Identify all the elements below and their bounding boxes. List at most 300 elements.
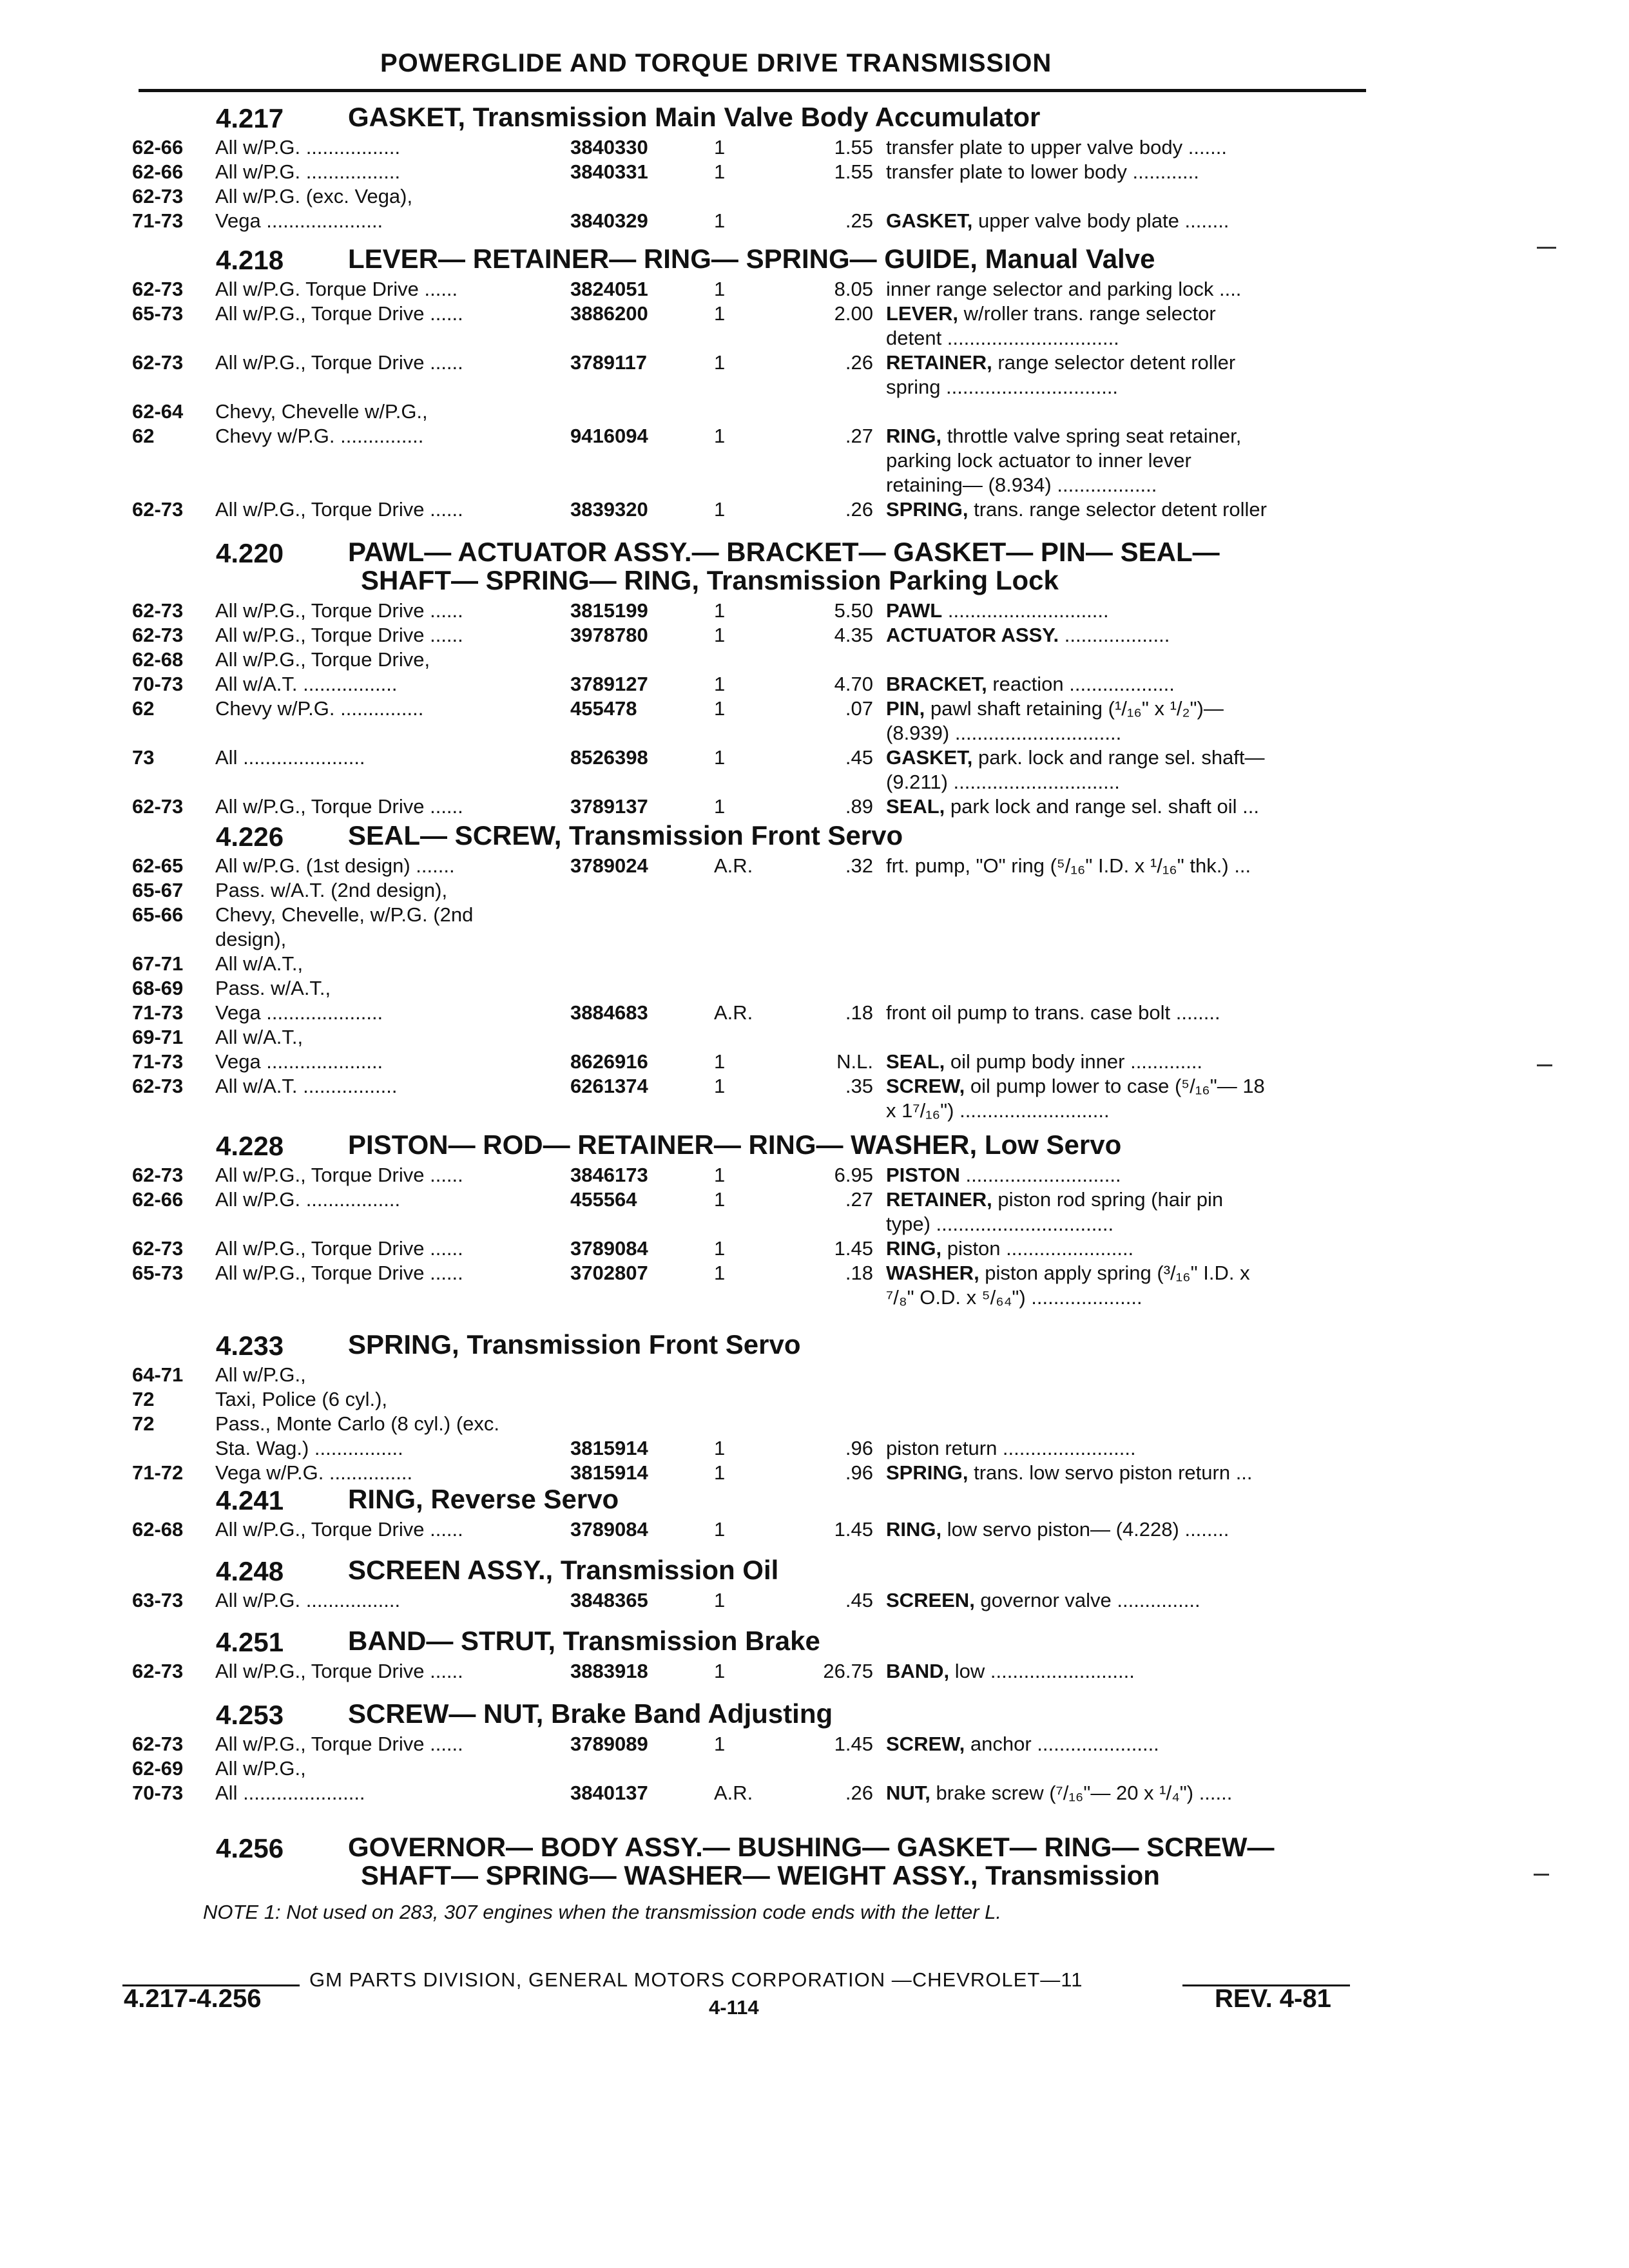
description-text: piston rod spring (hair pin — [992, 1188, 1224, 1211]
application: All w/P.G. ................. — [215, 136, 401, 159]
price: .32 — [845, 854, 873, 877]
section-title: SEAL— SCREW, Transmission Front Servo — [348, 820, 903, 850]
description-text: (9.211) .............................. — [886, 771, 1120, 793]
application: All w/A.T. ................. — [215, 673, 398, 695]
description-text: ............................ — [959, 1164, 1121, 1186]
model-years: 62-73 — [132, 498, 184, 521]
description-text: range selector detent roller — [992, 351, 1236, 374]
description — [886, 794, 1363, 819]
application: All w/P.G., Torque Drive ...... — [215, 1164, 463, 1186]
model-years: 62-73 — [132, 1660, 184, 1682]
table-row — [0, 721, 1629, 745]
model-years: 62-65 — [132, 854, 184, 877]
parts-table — [0, 277, 1629, 522]
quantity: 1 — [714, 302, 726, 325]
description-keyword: SCREW, — [886, 1075, 965, 1097]
description — [886, 1781, 1363, 1805]
model-years: 71-73 — [132, 1001, 184, 1024]
description — [886, 1659, 1363, 1684]
description — [886, 1261, 1363, 1285]
description — [886, 1236, 1363, 1261]
description-text: transfer plate to lower body ............ — [886, 160, 1199, 183]
price: 1.45 — [834, 1733, 873, 1755]
table-row — [0, 1436, 1629, 1461]
part-number: 455564 — [570, 1188, 637, 1211]
quantity: 1 — [714, 1437, 726, 1459]
table-row — [0, 1756, 1629, 1781]
part-number: 3840330 — [570, 136, 648, 159]
description — [886, 277, 1363, 302]
header-rule — [139, 89, 1366, 92]
price: .26 — [845, 498, 873, 521]
table-row — [0, 375, 1629, 399]
application: design), — [215, 928, 287, 950]
part-number: 3815199 — [570, 599, 648, 622]
description-text: front oil pump to trans. case bolt ........ — [886, 1001, 1220, 1024]
parts-table — [0, 1163, 1629, 1310]
description-keyword: SEAL, — [886, 1050, 945, 1073]
part-number: 3840137 — [570, 1782, 648, 1804]
section-title: SHAFT— SPRING— WASHER— WEIGHT ASSY., Transmission — [361, 1860, 1160, 1890]
description-text: type) ................................ — [886, 1213, 1114, 1235]
section-number: 4.228 — [216, 1131, 284, 1161]
price: 1.55 — [834, 136, 873, 159]
part-number: 3846173 — [570, 1164, 648, 1186]
description-keyword: PISTON — [886, 1164, 960, 1186]
section-number: 4.251 — [216, 1627, 284, 1657]
table-row — [0, 1387, 1629, 1412]
description-keyword: PAWL — [886, 599, 943, 622]
section-number: 4.218 — [216, 245, 284, 275]
price: 5.50 — [834, 599, 873, 622]
description — [886, 770, 1363, 794]
quantity: 1 — [714, 1733, 726, 1755]
description — [886, 623, 1363, 648]
quantity: 1 — [714, 673, 726, 695]
description — [886, 1074, 1363, 1099]
table-row — [0, 424, 1629, 448]
description — [886, 1436, 1363, 1461]
model-years: 63-73 — [132, 1589, 184, 1611]
quantity: 1 — [714, 209, 726, 232]
parts-table — [0, 854, 1629, 1123]
part-number: 3789117 — [570, 351, 647, 374]
price: 2.00 — [834, 302, 873, 325]
quantity: 1 — [714, 697, 726, 720]
page-title: POWERGLIDE AND TORQUE DRIVE TRANSMISSION — [380, 49, 1052, 77]
table-row — [0, 1212, 1629, 1236]
description — [886, 1050, 1363, 1074]
model-years: 71-72 — [132, 1461, 184, 1484]
description-text: governor valve ............... — [974, 1589, 1200, 1611]
price: 4.35 — [834, 624, 873, 646]
model-years: 62 — [132, 697, 155, 720]
part-number: 9416094 — [570, 425, 648, 447]
model-years: 62-73 — [132, 599, 184, 622]
description-text: (8.939) .............................. — [886, 722, 1122, 744]
price: 1.45 — [834, 1237, 873, 1260]
description — [886, 1461, 1363, 1485]
price: .27 — [845, 1188, 873, 1211]
description — [886, 1163, 1363, 1187]
description-text: ............................. — [942, 599, 1109, 622]
description — [886, 326, 1363, 351]
description-text: park lock and range sel. shaft oil ... — [945, 795, 1259, 818]
application: All w/P.G., Torque Drive ...... — [215, 498, 463, 521]
quantity: 1 — [714, 278, 726, 300]
application: All w/P.G., Torque Drive ...... — [215, 599, 463, 622]
section-number: 4.220 — [216, 538, 284, 568]
description-keyword: WASHER, — [886, 1262, 979, 1284]
margin-mark — [1537, 1064, 1552, 1066]
application: All w/P.G. (1st design) ....... — [215, 854, 455, 877]
section-number: 4.241 — [216, 1485, 284, 1515]
part-number: 3789084 — [570, 1237, 648, 1260]
description-text: inner range selector and parking lock .... — [886, 278, 1242, 300]
table-row — [0, 1099, 1629, 1123]
description — [886, 497, 1363, 522]
model-years: 65-73 — [132, 1262, 184, 1284]
model-years: 62-73 — [132, 795, 184, 818]
description — [886, 745, 1363, 770]
model-years: 69-71 — [132, 1026, 184, 1048]
model-years: 62-73 — [132, 1164, 184, 1186]
table-row — [0, 672, 1629, 697]
table-row — [0, 351, 1629, 375]
part-number: 3824051 — [570, 278, 648, 300]
part-number: 8526398 — [570, 746, 648, 769]
table-row — [0, 1781, 1629, 1805]
table-row — [0, 209, 1629, 233]
price: N.L. — [836, 1050, 873, 1073]
table-row — [0, 160, 1629, 184]
part-number: 3848365 — [570, 1589, 648, 1611]
footer-range: 4.217-4.256 — [124, 1984, 262, 2013]
description-text: anchor ...................... — [965, 1733, 1159, 1755]
part-number: 3978780 — [570, 624, 648, 646]
model-years: 62-66 — [132, 136, 184, 159]
description-text: spring ............................... — [886, 376, 1119, 398]
price: 4.70 — [834, 673, 873, 695]
model-years: 62-73 — [132, 1075, 184, 1097]
table-row — [0, 1412, 1629, 1436]
price: .45 — [845, 746, 873, 769]
description-text: pawl shaft retaining (¹/₁₆" x ¹/₂")— — [925, 697, 1224, 720]
application: All w/P.G., — [215, 1363, 306, 1386]
description — [886, 351, 1363, 375]
application: Chevy, Chevelle w/P.G., — [215, 400, 428, 423]
application: All ...................... — [215, 1782, 365, 1804]
description-text: ................... — [1059, 624, 1170, 646]
parts-table — [0, 1732, 1629, 1805]
application: All w/P.G., Torque Drive ...... — [215, 624, 463, 646]
table-row — [0, 1261, 1629, 1285]
table-row — [0, 1025, 1629, 1050]
model-years: 72 — [132, 1412, 155, 1435]
description-text: brake screw (⁷/₁₆"— 20 x ¹/₄") ...... — [930, 1782, 1233, 1804]
part-number: 3884683 — [570, 1001, 648, 1024]
description-keyword: RETAINER, — [886, 1188, 992, 1211]
application: All w/P.G., Torque Drive ...... — [215, 302, 463, 325]
table-row — [0, 599, 1629, 623]
section-title: SCREW— NUT, Brake Band Adjusting — [348, 1698, 833, 1729]
table-row — [0, 854, 1629, 878]
description — [886, 721, 1363, 745]
application: All w/P.G., Torque Drive ...... — [215, 1660, 463, 1682]
description — [886, 697, 1363, 721]
price: 1.55 — [834, 160, 873, 183]
application: All w/P.G. ................. — [215, 1589, 401, 1611]
description-text: throttle valve spring seat retainer, — [941, 425, 1242, 447]
section-title: PISTON— ROD— RETAINER— RING— WASHER, Low Servo — [348, 1129, 1122, 1160]
part-number: 3840331 — [570, 160, 648, 183]
application: All w/P.G., Torque Drive ...... — [215, 1237, 463, 1260]
table-row — [0, 794, 1629, 819]
quantity: 1 — [714, 1164, 726, 1186]
table-row — [0, 623, 1629, 648]
price: .89 — [845, 795, 873, 818]
description-keyword: BAND, — [886, 1660, 950, 1682]
quantity: 1 — [714, 1075, 726, 1097]
table-row — [0, 1163, 1629, 1187]
application: Chevy w/P.G. ............... — [215, 697, 424, 720]
description — [886, 375, 1363, 399]
application: All w/P.G. ................. — [215, 160, 401, 183]
quantity: 1 — [714, 498, 726, 521]
application: All w/A.T. ................. — [215, 1075, 398, 1097]
application: All w/P.G., — [215, 1757, 306, 1780]
application: All w/P.G., Torque Drive ...... — [215, 795, 463, 818]
section-title: RING, Reverse Servo — [348, 1484, 619, 1514]
model-years: 62-73 — [132, 1733, 184, 1755]
description-text: upper valve body plate ........ — [972, 209, 1229, 232]
model-years: 70-73 — [132, 673, 184, 695]
description-text: x 1⁷/₁₆") ........................... — [886, 1099, 1110, 1122]
description-text: piston return ........................ — [886, 1437, 1136, 1459]
description — [886, 1517, 1363, 1542]
table-row — [0, 952, 1629, 976]
table-row — [0, 497, 1629, 522]
description — [886, 1588, 1363, 1613]
table-row — [0, 448, 1629, 473]
part-number: 3886200 — [570, 302, 648, 325]
application: Chevy w/P.G. ............... — [215, 425, 424, 447]
description-text: retaining— (8.934) .................. — [886, 474, 1157, 496]
table-row — [0, 1001, 1629, 1025]
model-years: 62-73 — [132, 351, 184, 374]
model-years: 62-68 — [132, 1518, 184, 1541]
price: .18 — [845, 1262, 873, 1284]
description-text: trans. low servo piston return ... — [968, 1461, 1253, 1484]
application: Pass. w/A.T., — [215, 977, 331, 999]
section-number: 4.226 — [216, 822, 284, 852]
model-years: 72 — [132, 1388, 155, 1410]
part-number: 3789089 — [570, 1733, 648, 1755]
description-keyword: GASKET, — [886, 209, 973, 232]
table-row — [0, 184, 1629, 209]
price: .45 — [845, 1589, 873, 1611]
model-years: 70-73 — [132, 1782, 184, 1804]
price: 6.95 — [834, 1164, 873, 1186]
description — [886, 599, 1363, 623]
description-keyword: ACTUATOR ASSY. — [886, 624, 1059, 646]
description-keyword: BRACKET, — [886, 673, 987, 695]
table-row — [0, 399, 1629, 424]
quantity: 1 — [714, 746, 726, 769]
description-text: oil pump body inner ............. — [945, 1050, 1203, 1073]
part-number: 6261374 — [570, 1075, 648, 1097]
section-number: 4.248 — [216, 1556, 284, 1586]
parts-table — [0, 1588, 1629, 1613]
application: All w/P.G., Torque Drive ...... — [215, 1262, 463, 1284]
model-years: 62-73 — [132, 185, 184, 207]
table-row — [0, 1187, 1629, 1212]
quantity: 1 — [714, 624, 726, 646]
table-row — [0, 1236, 1629, 1261]
quantity: 1 — [714, 1660, 726, 1682]
application: All w/P.G., Torque Drive, — [215, 648, 430, 671]
description-text: frt. pump, "O" ring (⁵/₁₆" I.D. x ¹/₁₆" thk.) ... — [886, 854, 1251, 877]
application: Vega ..................... — [215, 1001, 383, 1024]
quantity: 1 — [714, 1188, 726, 1211]
description-keyword: SPRING, — [886, 1461, 969, 1484]
parts-table — [0, 1517, 1629, 1542]
table-row — [0, 1732, 1629, 1756]
description-keyword: NUT, — [886, 1782, 930, 1804]
table-row — [0, 135, 1629, 160]
price: 26.75 — [823, 1660, 873, 1682]
model-years: 71-73 — [132, 1050, 184, 1073]
application: Vega w/P.G. ............... — [215, 1461, 413, 1484]
description-text: ⁷/₈" O.D. x ⁵/₆₄") .................... — [886, 1286, 1142, 1309]
description-text: low .......................... — [949, 1660, 1135, 1682]
part-number: 3883918 — [570, 1660, 648, 1682]
application: Taxi, Police (6 cyl.), — [215, 1388, 388, 1410]
description — [886, 1099, 1363, 1123]
description — [886, 1001, 1363, 1025]
table-row — [0, 1050, 1629, 1074]
description-keyword: RETAINER, — [886, 351, 992, 374]
quantity: 1 — [714, 160, 726, 183]
quantity: A.R. — [714, 1782, 753, 1804]
table-row — [0, 903, 1629, 927]
application: Pass. w/A.T. (2nd design), — [215, 879, 448, 901]
part-number: 8626916 — [570, 1050, 648, 1073]
description-keyword: GASKET, — [886, 746, 973, 769]
table-row — [0, 878, 1629, 903]
description — [886, 854, 1363, 878]
quantity: 1 — [714, 1461, 726, 1484]
model-years: 62-69 — [132, 1757, 184, 1780]
description-text: detent ............................... — [886, 327, 1119, 349]
application: All w/P.G. Torque Drive ...... — [215, 278, 458, 300]
application: Vega ..................... — [215, 209, 383, 232]
section-number: 4.253 — [216, 1700, 284, 1730]
description — [886, 160, 1363, 184]
margin-mark — [1534, 1874, 1549, 1876]
quantity: A.R. — [714, 854, 753, 877]
price: .96 — [845, 1437, 873, 1459]
table-row — [0, 770, 1629, 794]
description — [886, 1212, 1363, 1236]
model-years: 65-67 — [132, 879, 184, 901]
table-row — [0, 1285, 1629, 1310]
parts-table — [0, 599, 1629, 819]
description — [886, 1187, 1363, 1212]
model-years: 62-73 — [132, 278, 184, 300]
description — [886, 448, 1363, 473]
price: 8.05 — [834, 278, 873, 300]
price: .35 — [845, 1075, 873, 1097]
table-row — [0, 1588, 1629, 1613]
description-text: w/roller trans. range selector — [958, 302, 1216, 325]
part-number: 3702807 — [570, 1262, 648, 1284]
quantity: 1 — [714, 1518, 726, 1541]
quantity: 1 — [714, 1589, 726, 1611]
description — [886, 1285, 1363, 1310]
quantity: 1 — [714, 1262, 726, 1284]
application: Sta. Wag.) ................ — [215, 1437, 403, 1459]
application: Vega ..................... — [215, 1050, 383, 1073]
description-text: reaction ................... — [987, 673, 1175, 695]
application: Pass., Monte Carlo (8 cyl.) (exc. — [215, 1412, 500, 1435]
footnote: NOTE 1: Not used on 283, 307 engines when the transmission code ends with the letter L. — [203, 1901, 1002, 1923]
price: .07 — [845, 697, 873, 720]
description-text: parking lock actuator to inner lever — [886, 449, 1191, 472]
model-years: 62-64 — [132, 400, 184, 423]
description-keyword: RING, — [886, 425, 942, 447]
description-keyword: RING, — [886, 1237, 942, 1260]
part-number: 3839320 — [570, 498, 648, 521]
application: Chevy, Chevelle, w/P.G. (2nd — [215, 903, 474, 926]
model-years: 64-71 — [132, 1363, 184, 1386]
table-row — [0, 927, 1629, 952]
price: .96 — [845, 1461, 873, 1484]
part-number: 3789127 — [570, 673, 648, 695]
model-years: 65-66 — [132, 903, 184, 926]
description-keyword: SPRING, — [886, 498, 969, 521]
table-row — [0, 1517, 1629, 1542]
price: .27 — [845, 425, 873, 447]
table-row — [0, 745, 1629, 770]
section-title: SCREEN ASSY., Transmission Oil — [348, 1555, 779, 1585]
parts-table — [0, 1659, 1629, 1684]
part-number: 3815914 — [570, 1437, 648, 1459]
section-title: GASKET, Transmission Main Valve Body Accumulator — [348, 102, 1041, 132]
section-title: PAWL— ACTUATOR ASSY.— BRACKET— GASKET— PIN— SEAL— — [348, 537, 1220, 567]
section-title: LEVER— RETAINER— RING— SPRING— GUIDE, Manual Valve — [348, 244, 1155, 274]
footer-division: GM PARTS DIVISION, GENERAL MOTORS CORPORATION —CHEVROLET—11 — [309, 1968, 1083, 1991]
model-years: 62 — [132, 425, 155, 447]
table-row — [0, 326, 1629, 351]
parts-table — [0, 135, 1629, 233]
description — [886, 672, 1363, 697]
section-title: GOVERNOR— BODY ASSY.— BUSHING— GASKET— RING— SCREW— — [348, 1832, 1275, 1862]
description-keyword: SEAL, — [886, 795, 945, 818]
quantity: 1 — [714, 795, 726, 818]
table-row — [0, 1659, 1629, 1684]
part-number: 3789024 — [570, 854, 648, 877]
part-number: 3815914 — [570, 1461, 648, 1484]
part-number: 3840329 — [570, 209, 648, 232]
description-text: low servo piston— (4.228) ........ — [941, 1518, 1229, 1541]
section-number: 4.233 — [216, 1331, 284, 1361]
section-number: 4.217 — [216, 103, 284, 133]
part-number: 3789137 — [570, 795, 648, 818]
price: .26 — [845, 351, 873, 374]
quantity: 1 — [714, 136, 726, 159]
quantity: 1 — [714, 1050, 726, 1073]
